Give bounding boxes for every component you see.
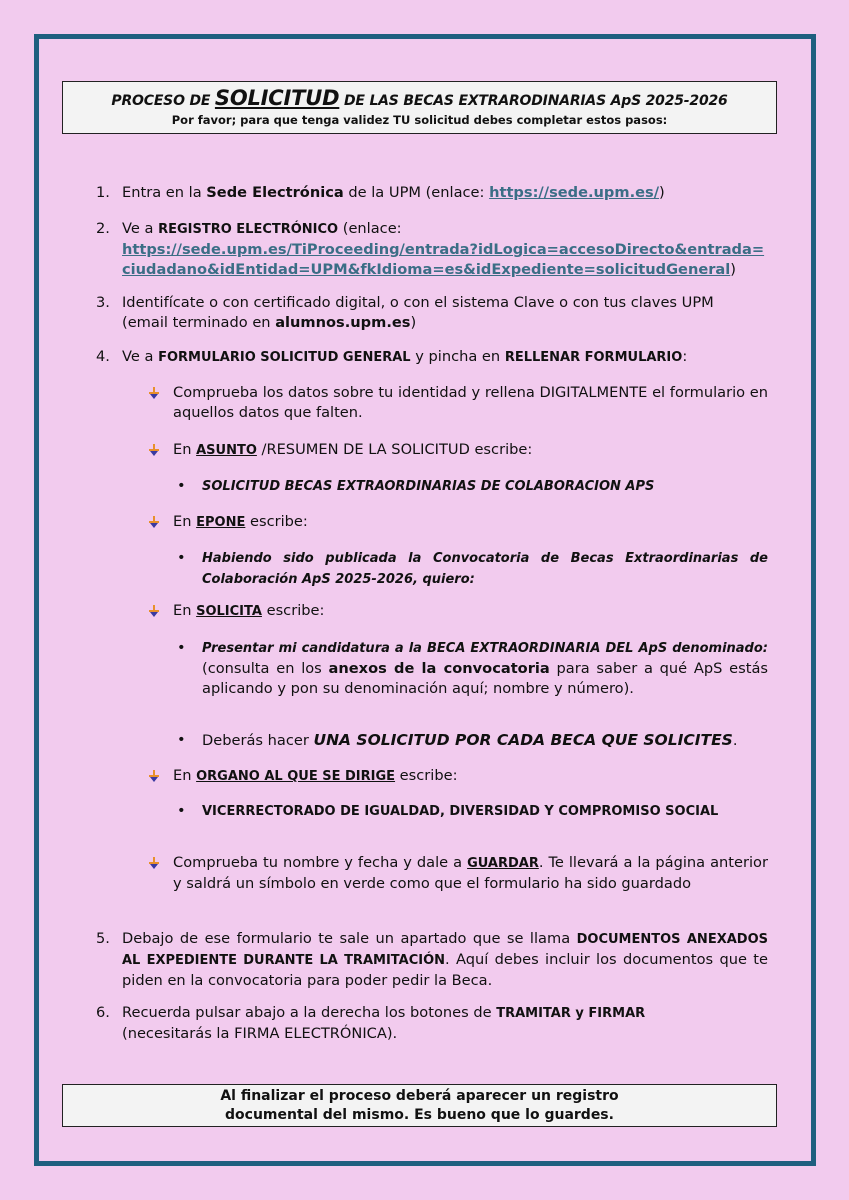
solicita-value: • Presentar mi candidatura a la BECA EXTRAORDINARIA DEL ApS denominado: (consulta en los anexos de la convocatoria para saber a qué ApS estás aplicando y pon su denominación aquí; nombre y número). bbox=[177, 639, 768, 697]
substep-asunto: En ASUNTO /RESUMEN DE LA SOLICITUD escribe: bbox=[173, 440, 768, 461]
arrow-down-bullet-icon bbox=[148, 516, 160, 528]
step-6: 6. Recuerda pulsar abajo a la derecha los botones de TRAMITAR y FIRMAR (necesitarás la FIRMA ELECTRÓNICA). bbox=[96, 1004, 646, 1042]
footer-note-box bbox=[62, 1084, 777, 1127]
sede-link[interactable]: https://sede.upm.es/ bbox=[489, 184, 660, 201]
step-2: 2. Ve a REGISTRO ELECTRÓNICO (enlace: https://sede.upm.es/TiProceeding/entrada?idLogica=accesoDirecto&entrada= ciudadano&idEntidad=UPM&fkIdioma=es&idExpediente=solicitudGeneral) bbox=[96, 220, 765, 278]
asunto-value: • SOLICITUD BECAS EXTRAORDINARIAS DE COLABORACION APS bbox=[177, 477, 655, 494]
substep-check-identity: Comprueba los datos sobre tu identidad y rellena DIGITALMENTE el formulario en aquellos datos que falten. bbox=[173, 383, 768, 423]
substep-guardar: Comprueba tu nombre y fecha y dale a GUARDAR. Te llevará a la página anterior y saldrá un símbolo en verde como que el formulario ha sido guardado bbox=[173, 853, 768, 894]
arrow-down-bullet-icon bbox=[148, 857, 160, 869]
footer-line-1: Al finalizar el proceso deberá aparecer un registro bbox=[220, 1088, 619, 1104]
solicita-note: • Deberás hacer UNA SOLICITUD POR CADA BECA QUE SOLICITES. bbox=[177, 731, 738, 749]
title-emphasis: SOLICITUD bbox=[214, 86, 340, 110]
step-5: 5. Debajo de ese formulario te sale un apartado que se llama DOCUMENTOS ANEXADOS AL EXPEDIENTE DURANTE LA TRAMITACIÓN. Aquí debes incluir los documentos que te piden en la convocatoria para poder pedir la Beca. bbox=[96, 930, 768, 989]
footer-line-2: documental del mismo. Es bueno que lo guardes. bbox=[225, 1107, 614, 1123]
arrow-down-bullet-icon bbox=[148, 387, 160, 399]
arrow-down-bullet-icon bbox=[148, 444, 160, 456]
substep-epone: En EPONE escribe: bbox=[173, 512, 768, 533]
page-title: PROCESO DE SOLICITUD DE LAS BECAS EXTRARODINARIAS ApS 2025-2026 bbox=[111, 86, 728, 110]
page-subtitle: Por favor; para que tenga validez TU solicitud debes completar estos pasos: bbox=[171, 113, 668, 127]
step-3: 3. Identifícate o con certificado digital, o con el sistema Clave o con tus claves UPM (email terminado en alumnos.upm.es) bbox=[96, 294, 714, 331]
arrow-down-bullet-icon bbox=[148, 605, 160, 617]
page-frame bbox=[34, 34, 816, 1166]
substep-solicita: En SOLICITA escribe: bbox=[173, 601, 768, 622]
epone-value: • Habiendo sido publicada la Convocatoria de Becas Extraordinarias de Colaboración ApS 2025-2026, quiero: bbox=[177, 549, 768, 587]
header-box bbox=[62, 81, 777, 134]
arrow-down-bullet-icon bbox=[148, 770, 160, 782]
organo-value: • VICERRECTORADO DE IGUALDAD, DIVERSIDAD Y COMPROMISO SOCIAL bbox=[177, 802, 719, 819]
step-4: 4. Ve a FORMULARIO SOLICITUD GENERAL y pincha en RELLENAR FORMULARIO: bbox=[96, 348, 688, 365]
step-1: 1. Entra en la Sede Electrónica de la UPM (enlace: https://sede.upm.es/) bbox=[96, 184, 665, 201]
substep-organo: En ORGANO AL QUE SE DIRIGE escribe: bbox=[173, 766, 768, 787]
registro-link[interactable]: https://sede.upm.es/TiProceeding/entrada?idLogica=accesoDirecto&entrada= ciudadano&idEntidad=UPM&fkIdioma=es&idExpediente=solicitudGeneral bbox=[122, 241, 765, 278]
